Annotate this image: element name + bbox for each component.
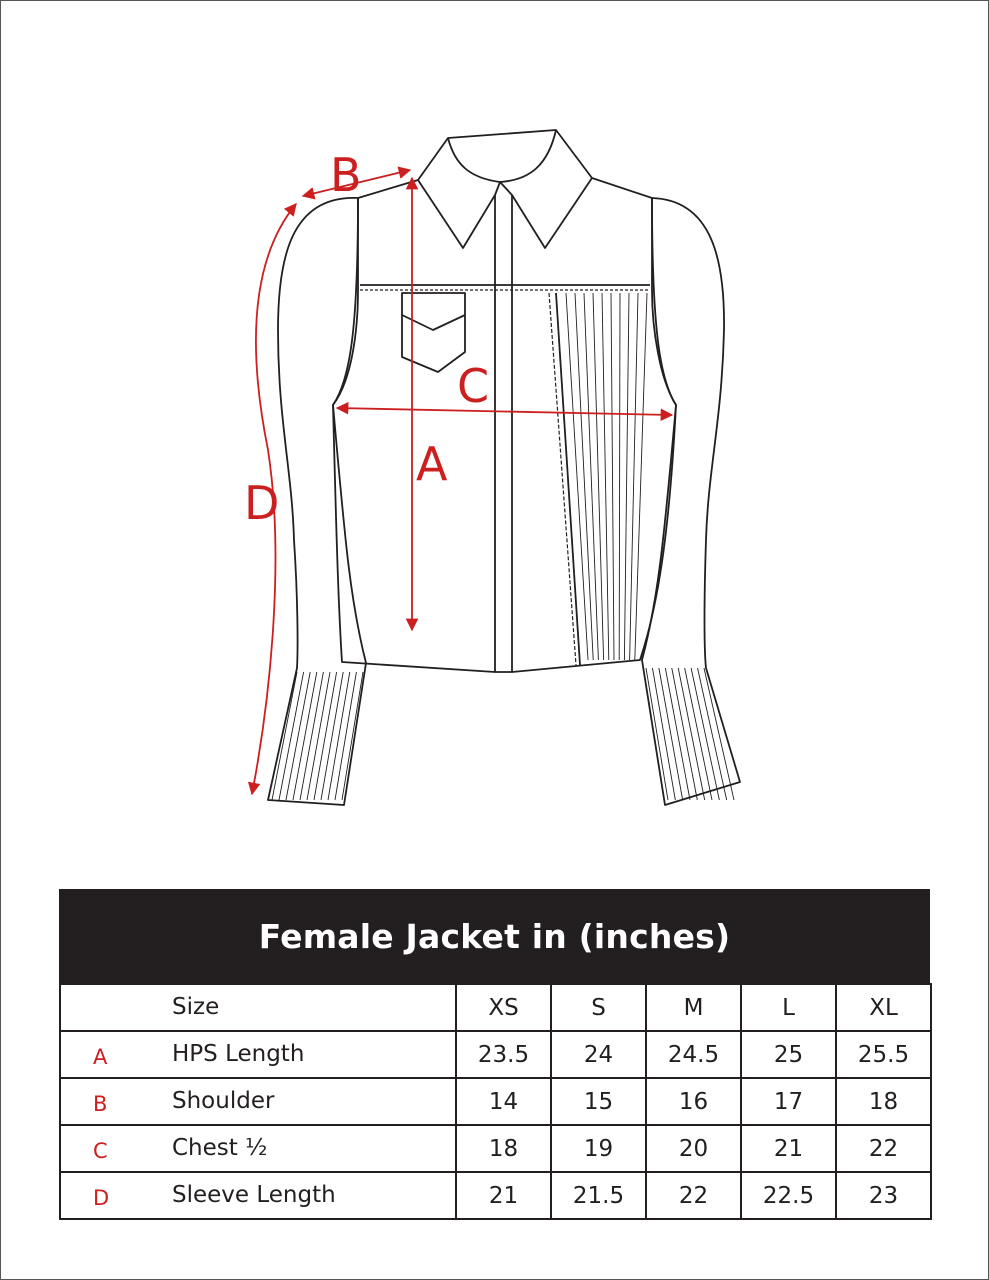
measurement-letter: D (93, 1186, 110, 1210)
table-cell: 21 (741, 1125, 836, 1172)
dimension-a-label: A (416, 437, 448, 491)
dimension-c-label: C (457, 359, 490, 413)
size-table (59, 983, 932, 1220)
pleat-line (611, 293, 614, 660)
pleat-line (691, 668, 719, 800)
pleat-line (286, 672, 310, 800)
dimension-d-label: D (244, 476, 280, 530)
table-cell: 20 (646, 1125, 741, 1172)
pleat-line (593, 293, 604, 660)
table-cell: 22.5 (741, 1172, 836, 1219)
pleat-line (659, 668, 683, 800)
dimension-b-label: B (330, 148, 362, 202)
size-chart (59, 889, 930, 1220)
table-cell: 21 (456, 1172, 551, 1219)
pleat-line (685, 668, 712, 800)
pleat-line (619, 293, 620, 660)
pleat-line (314, 672, 337, 800)
pleat-line (328, 672, 350, 800)
table-cell: 25.5 (836, 1031, 931, 1078)
pleat-line (678, 668, 704, 800)
size-header-label-cell (60, 984, 456, 1031)
measurement-label-cell (60, 1078, 456, 1125)
pleat-line (672, 668, 698, 800)
pleat-line (646, 668, 668, 800)
size-chart-title: Female Jacket in (inches) (59, 889, 930, 983)
size-header-s: S (551, 984, 646, 1031)
measurement-label-cell (60, 1172, 456, 1219)
table-cell: 18 (836, 1078, 931, 1125)
pleat-line (704, 668, 734, 800)
jacket-outline (268, 130, 740, 805)
table-cell: 18 (456, 1125, 551, 1172)
table-cell: 16 (646, 1078, 741, 1125)
measurement-letter: B (93, 1092, 108, 1116)
pleat-line (307, 672, 330, 800)
size-header-row (60, 984, 931, 1031)
size-header-m: M (646, 984, 741, 1031)
size-header-l: L (741, 984, 836, 1031)
pleat-line (342, 672, 363, 800)
measurement-name: Shoulder (172, 1088, 275, 1114)
right-sleeve (642, 198, 740, 805)
jacket-body (333, 130, 676, 672)
table-cell: 24 (551, 1031, 646, 1078)
pleat-line (665, 668, 690, 800)
pleat-line (624, 293, 629, 660)
table-cell: 23 (836, 1172, 931, 1219)
pleat-line (584, 293, 598, 660)
pleat-line (335, 672, 356, 800)
dimension-c-arrow (337, 408, 672, 415)
table-cell: 15 (551, 1078, 646, 1125)
table-row (60, 1125, 931, 1172)
size-header-xl: XL (836, 984, 931, 1031)
measurement-label-cell (60, 1125, 456, 1172)
pleat-line (300, 672, 323, 800)
table-row (60, 1031, 931, 1078)
pleat-line (321, 672, 343, 800)
table-cell: 17 (741, 1078, 836, 1125)
size-header-label: Size (172, 994, 220, 1020)
size-header-xs: XS (456, 984, 551, 1031)
measurement-name: Sleeve Length (172, 1182, 336, 1208)
pleat-line (575, 293, 593, 660)
measurement-name: HPS Length (172, 1041, 305, 1067)
pleat-line (272, 672, 297, 800)
table-row (60, 1172, 931, 1219)
dimension-lines (252, 170, 672, 794)
measurement-name: Chest ½ (172, 1135, 268, 1161)
table-cell: 25 (741, 1031, 836, 1078)
collar (448, 130, 556, 182)
measurement-letter: C (93, 1139, 108, 1163)
table-cell: 21.5 (551, 1172, 646, 1219)
pleat-line (293, 672, 317, 800)
pleat-line (602, 293, 609, 660)
table-cell: 19 (551, 1125, 646, 1172)
table-cell: 22 (836, 1125, 931, 1172)
table-row (60, 1078, 931, 1125)
table-cell: 14 (456, 1078, 551, 1125)
table-cell: 24.5 (646, 1031, 741, 1078)
measurement-label-cell (60, 1031, 456, 1078)
pleat-line (652, 668, 675, 800)
table-cell: 23.5 (456, 1031, 551, 1078)
measurement-letter: A (93, 1045, 108, 1069)
table-cell: 22 (646, 1172, 741, 1219)
left-sleeve (268, 198, 366, 805)
